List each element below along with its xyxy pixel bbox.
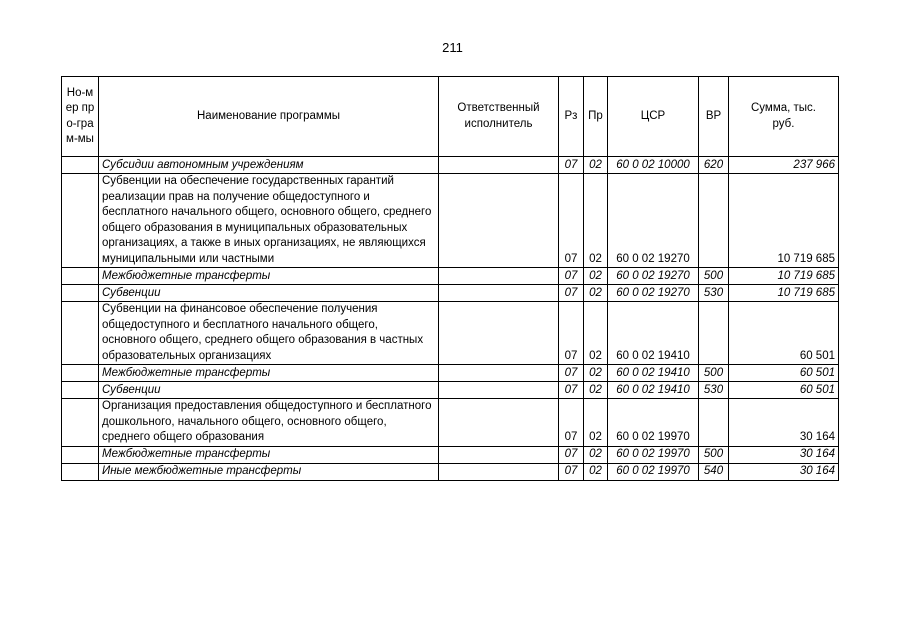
table-row (62, 365, 839, 382)
csr-cell: 60 0 02 19410 (608, 382, 699, 399)
sum-cell: 10 719 685 (729, 268, 839, 285)
header-executor: Ответственный исполнитель (439, 77, 559, 157)
csr-cell: 60 0 02 19970 (608, 446, 699, 463)
table-row (62, 268, 839, 285)
table-row (62, 285, 839, 302)
pr-cell: 02 (584, 157, 608, 174)
program-no-cell (62, 302, 99, 365)
rz-cell: 07 (559, 268, 584, 285)
sum-cell: 30 164 (729, 463, 839, 480)
rz-cell: 07 (559, 285, 584, 302)
sum-cell: 30 164 (729, 399, 839, 447)
name-cell: Субвенции (99, 382, 439, 399)
vr-cell: 620 (699, 157, 729, 174)
csr-cell: 60 0 02 19970 (608, 399, 699, 447)
csr-cell: 60 0 02 19970 (608, 463, 699, 480)
program-no-cell (62, 446, 99, 463)
executor-cell (439, 382, 559, 399)
vr-cell: 500 (699, 268, 729, 285)
pr-cell: 02 (584, 365, 608, 382)
table-header-row (62, 77, 839, 157)
header-program-no: Но-мер про-грам-мы (62, 77, 99, 157)
pr-cell: 02 (584, 382, 608, 399)
vr-cell: 530 (699, 285, 729, 302)
rz-cell: 07 (559, 446, 584, 463)
name-cell: Субвенции на обеспечение государственных гарантий реализации прав на получение общедоступного и бесплатного начального общего, основного общего, среднего общего образования в муниципальных образовательных организациях, а также в иных организациях, не являющихся муниципальными или частными (99, 174, 439, 268)
vr-cell: 540 (699, 463, 729, 480)
table-row (62, 463, 839, 480)
rz-cell: 07 (559, 302, 584, 365)
executor-cell (439, 302, 559, 365)
pr-cell: 02 (584, 463, 608, 480)
header-csr: ЦСР (608, 77, 699, 157)
program-no-cell (62, 268, 99, 285)
pr-cell: 02 (584, 302, 608, 365)
program-no-cell (62, 157, 99, 174)
program-no-cell (62, 399, 99, 447)
program-no-cell (62, 365, 99, 382)
pr-cell: 02 (584, 399, 608, 447)
header-sum: Сумма, тыс. руб. (729, 77, 839, 157)
executor-cell (439, 463, 559, 480)
csr-cell: 60 0 02 19410 (608, 302, 699, 365)
rz-cell: 07 (559, 463, 584, 480)
sum-cell: 60 501 (729, 382, 839, 399)
executor-cell (439, 365, 559, 382)
csr-cell: 60 0 02 19270 (608, 174, 699, 268)
vr-cell: 530 (699, 382, 729, 399)
table-row (62, 157, 839, 174)
program-no-cell (62, 463, 99, 480)
budget-table (61, 76, 839, 481)
header-pr: Пр (584, 77, 608, 157)
vr-cell: 500 (699, 446, 729, 463)
sum-cell: 30 164 (729, 446, 839, 463)
table-row (62, 382, 839, 399)
program-no-cell (62, 174, 99, 268)
name-cell: Межбюджетные трансферты (99, 268, 439, 285)
program-no-cell (62, 285, 99, 302)
pr-cell: 02 (584, 446, 608, 463)
csr-cell: 60 0 02 19410 (608, 365, 699, 382)
sum-cell: 237 966 (729, 157, 839, 174)
table-row (62, 446, 839, 463)
vr-cell (699, 302, 729, 365)
vr-cell: 500 (699, 365, 729, 382)
program-no-cell (62, 382, 99, 399)
executor-cell (439, 268, 559, 285)
executor-cell (439, 157, 559, 174)
pr-cell: 02 (584, 285, 608, 302)
rz-cell: 07 (559, 382, 584, 399)
name-cell: Межбюджетные трансферты (99, 446, 439, 463)
pr-cell: 02 (584, 174, 608, 268)
page-number: 211 (442, 40, 463, 55)
executor-cell (439, 285, 559, 302)
name-cell: Субвенции (99, 285, 439, 302)
executor-cell (439, 399, 559, 447)
executor-cell (439, 446, 559, 463)
csr-cell: 60 0 02 19270 (608, 285, 699, 302)
csr-cell: 60 0 02 10000 (608, 157, 699, 174)
pr-cell: 02 (584, 268, 608, 285)
table-row (62, 302, 839, 365)
header-name: Наименование программы (99, 77, 439, 157)
executor-cell (439, 174, 559, 268)
sum-cell: 60 501 (729, 302, 839, 365)
header-rz: Рз (559, 77, 584, 157)
vr-cell (699, 174, 729, 268)
table-row (62, 174, 839, 268)
rz-cell: 07 (559, 365, 584, 382)
vr-cell (699, 399, 729, 447)
name-cell: Субвенции на финансовое обеспечение получения общедоступного и бесплатного начального общего, основного общего, среднего общего образования в частных образовательных организациях (99, 302, 439, 365)
rz-cell: 07 (559, 399, 584, 447)
sum-cell: 60 501 (729, 365, 839, 382)
name-cell: Организация предоставления общедоступного и бесплатного дошкольного, начального общего, основного общего, среднего общего образования (99, 399, 439, 447)
rz-cell: 07 (559, 174, 584, 268)
rz-cell: 07 (559, 157, 584, 174)
header-vr: ВР (699, 77, 729, 157)
name-cell: Иные межбюджетные трансферты (99, 463, 439, 480)
csr-cell: 60 0 02 19270 (608, 268, 699, 285)
sum-cell: 10 719 685 (729, 174, 839, 268)
name-cell: Субсидии автономным учреждениям (99, 157, 439, 174)
name-cell: Межбюджетные трансферты (99, 365, 439, 382)
table-row (62, 399, 839, 447)
sum-cell: 10 719 685 (729, 285, 839, 302)
